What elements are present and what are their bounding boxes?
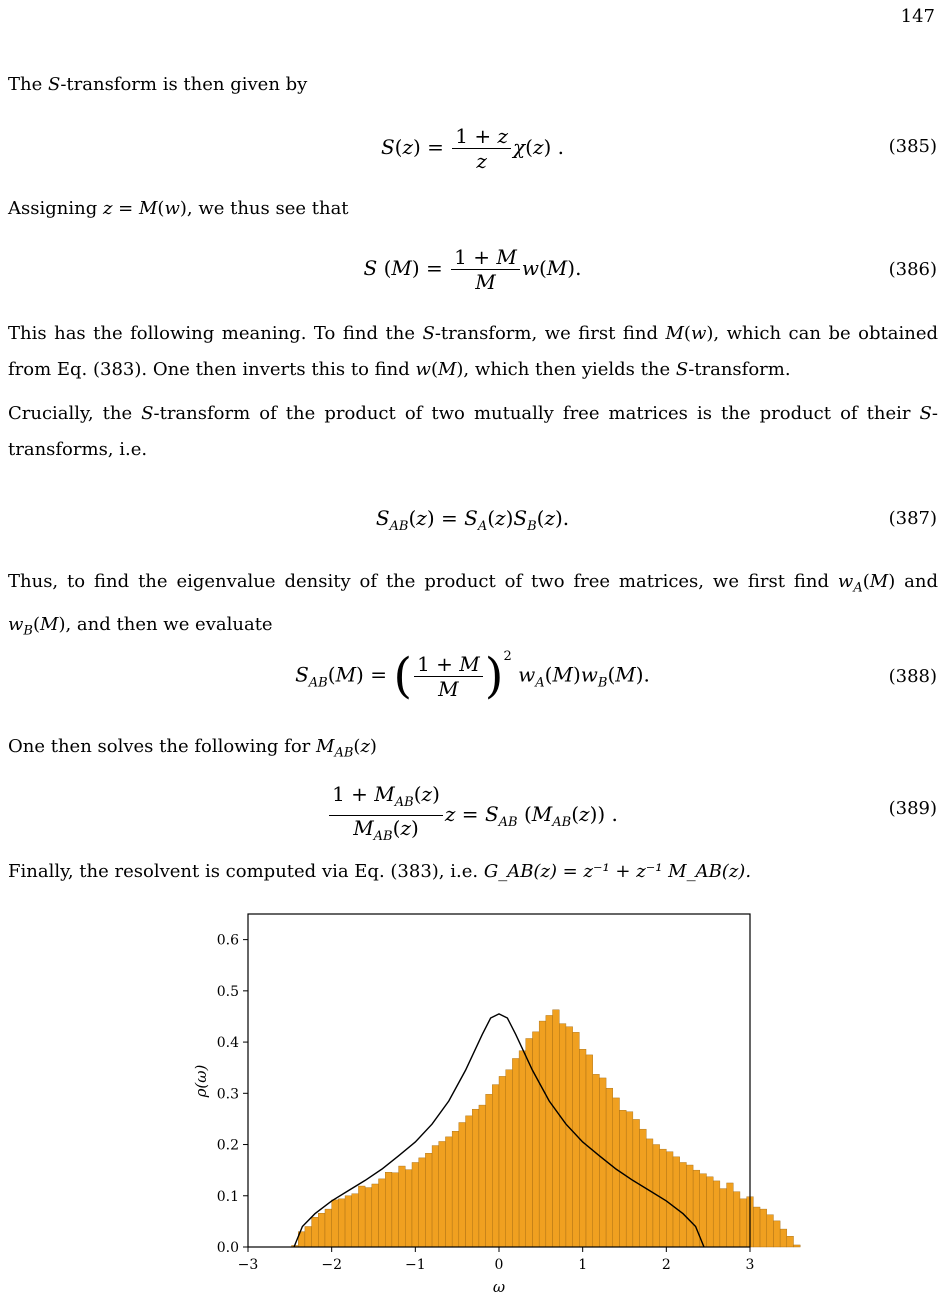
histogram-bar — [385, 1172, 392, 1247]
histogram-bar — [780, 1229, 787, 1247]
histogram-bar — [392, 1173, 399, 1247]
histogram-bar — [459, 1123, 466, 1247]
histogram-bar — [680, 1162, 687, 1247]
histogram-bar — [318, 1213, 325, 1247]
histogram-bar — [579, 1049, 586, 1247]
histogram-bar — [405, 1170, 412, 1247]
paragraph-crucially: Crucially, the S-transform of the product of two mutually free matrices is the product of their S-transforms, i.e. — [8, 403, 938, 460]
histogram-bar — [452, 1131, 459, 1247]
histogram-bar — [486, 1094, 493, 1247]
x-tick-label: −2 — [321, 1257, 342, 1273]
y-axis-ticks — [217, 933, 248, 1256]
histogram-bar — [666, 1152, 673, 1247]
histogram-bar — [740, 1199, 747, 1247]
histogram-bar — [727, 1183, 734, 1247]
histogram-bar — [767, 1215, 774, 1247]
histogram-bar — [425, 1153, 432, 1247]
histogram-bar — [419, 1158, 426, 1247]
histogram-bar — [345, 1196, 352, 1247]
equation-number: (386) — [888, 259, 937, 280]
histogram-bar — [646, 1139, 653, 1247]
paragraph-meaning: This has the following meaning. To find the S-transform, we first find M(w), which can be obtained from Eq. (383). One then inverts this to find w(M), which then yields the S-transform. — [8, 323, 938, 380]
histogram-bar — [506, 1070, 513, 1247]
x-tick-label: −1 — [405, 1257, 426, 1273]
x-tick-label: −3 — [237, 1257, 259, 1273]
y-axis-label: ρ(ω) — [192, 1064, 210, 1098]
histogram-bars — [292, 1010, 801, 1247]
histogram-bar — [466, 1116, 473, 1247]
histogram-bar — [566, 1027, 573, 1247]
paragraph-assign: Assigning z = M(w), we thus see that — [8, 198, 349, 219]
histogram-bar — [379, 1179, 386, 1247]
x-axis-ticks — [238, 1247, 755, 1273]
equation-number: (389) — [888, 798, 937, 819]
histogram-bar — [753, 1207, 760, 1247]
equation-number: (387) — [888, 508, 937, 529]
histogram-bar — [619, 1110, 626, 1247]
histogram-bar — [613, 1098, 620, 1247]
histogram-bar — [720, 1189, 727, 1247]
histogram-bar — [787, 1236, 794, 1247]
histogram-bar — [539, 1021, 546, 1247]
y-tick-label: 0.2 — [216, 1137, 239, 1154]
histogram-bar — [546, 1015, 553, 1247]
equation-389: $\frac{1 + M_{AB}(z)}{M_{AB}(z)}$ $z = S_{AB}$ $(M_{AB}(z))$ . (389) — [0, 780, 945, 840]
paragraph-finally: Finally, the resolvent is computed via Eq. (383), i.e. G_AB(z) = z⁻¹ + z⁻¹ M_AB(z). — [8, 861, 752, 882]
equation-number: (385) — [888, 136, 937, 157]
histogram-bar — [312, 1217, 319, 1247]
histogram-bar — [573, 1032, 580, 1247]
y-tick-label: 0.4 — [216, 1035, 239, 1052]
paragraph-thus: Thus, to find the eigenvalue density of the product of two free matrices, we first find $w_A(M)$ and $w_B(M)$, and then we evaluate — [8, 571, 938, 639]
histogram-bar — [305, 1227, 312, 1247]
histogram-bar — [673, 1157, 680, 1247]
page-number: 147 — [900, 6, 935, 27]
equation-385: S(z) = $\frac{1 + z}{z}$ χ(z) . (385) — [380, 124, 937, 173]
x-tick-label: 0 — [494, 1257, 504, 1273]
y-tick-label: 0.6 — [216, 932, 239, 949]
equation-388: $S_{AB}(M)$ = ( $\frac{1 + M}{M}$ )$^2$ $w_A(M)w_B(M)$. (388) — [295, 648, 937, 704]
y-tick-label: 0.3 — [216, 1086, 239, 1103]
histogram-bar — [773, 1221, 780, 1247]
histogram-bar — [526, 1038, 533, 1247]
histogram-bar — [358, 1186, 365, 1247]
histogram-bar — [352, 1194, 359, 1247]
histogram-bar — [325, 1209, 332, 1247]
histogram-bar — [372, 1184, 379, 1247]
histogram-bar — [492, 1085, 499, 1247]
histogram-bar — [499, 1076, 506, 1247]
histogram-bar — [512, 1058, 519, 1247]
resolvent-expression: G_AB(z) = z⁻¹ + z⁻¹ M_AB(z). — [483, 861, 752, 882]
histogram-bar — [706, 1177, 713, 1247]
histogram-bar — [472, 1109, 479, 1247]
equation-387: $S_{AB}(z) = S_A(z)S_B(z)$. (387) — [375, 506, 937, 534]
histogram-bar — [439, 1141, 446, 1247]
histogram-bar — [338, 1199, 345, 1247]
x-tick-label: 2 — [661, 1257, 671, 1273]
y-tick-label: 0.1 — [216, 1188, 239, 1205]
y-tick-label: 0.5 — [216, 983, 239, 1000]
paragraph-solve: One then solves the following for $M_{AB}(z)$ — [8, 736, 377, 761]
histogram-bar — [586, 1055, 593, 1247]
histogram-bar — [479, 1105, 486, 1247]
histogram-bar — [794, 1245, 801, 1247]
equation-number: (388) — [888, 666, 937, 687]
histogram-bar — [332, 1200, 339, 1247]
y-tick-label: 0.0 — [216, 1240, 239, 1256]
paragraph-intro: The S-transform is then given by — [8, 74, 308, 95]
histogram-bar — [686, 1165, 693, 1247]
histogram-bar — [760, 1209, 767, 1247]
x-tick-label: 1 — [578, 1257, 588, 1273]
histogram-bar — [593, 1074, 600, 1247]
histogram-bar — [519, 1051, 526, 1247]
histogram-bar — [733, 1192, 740, 1247]
histogram-bar — [432, 1146, 439, 1247]
histogram-bar — [445, 1137, 452, 1247]
histogram-bar — [713, 1181, 720, 1247]
histogram-bar — [559, 1024, 566, 1247]
histogram-bar — [606, 1088, 613, 1247]
x-tick-label: 3 — [745, 1257, 755, 1273]
histogram-bar — [365, 1188, 372, 1247]
histogram-bar — [412, 1162, 419, 1247]
histogram-bar — [553, 1010, 560, 1247]
histogram-bar — [532, 1032, 539, 1247]
equation-386: S (M) = $\frac{1 + M}{M}$ w(M). (386) — [363, 245, 937, 294]
histogram-bar — [599, 1078, 606, 1247]
x-axis-label: ω — [492, 1278, 506, 1296]
histogram-bar — [700, 1174, 707, 1247]
histogram-bar — [399, 1166, 406, 1247]
